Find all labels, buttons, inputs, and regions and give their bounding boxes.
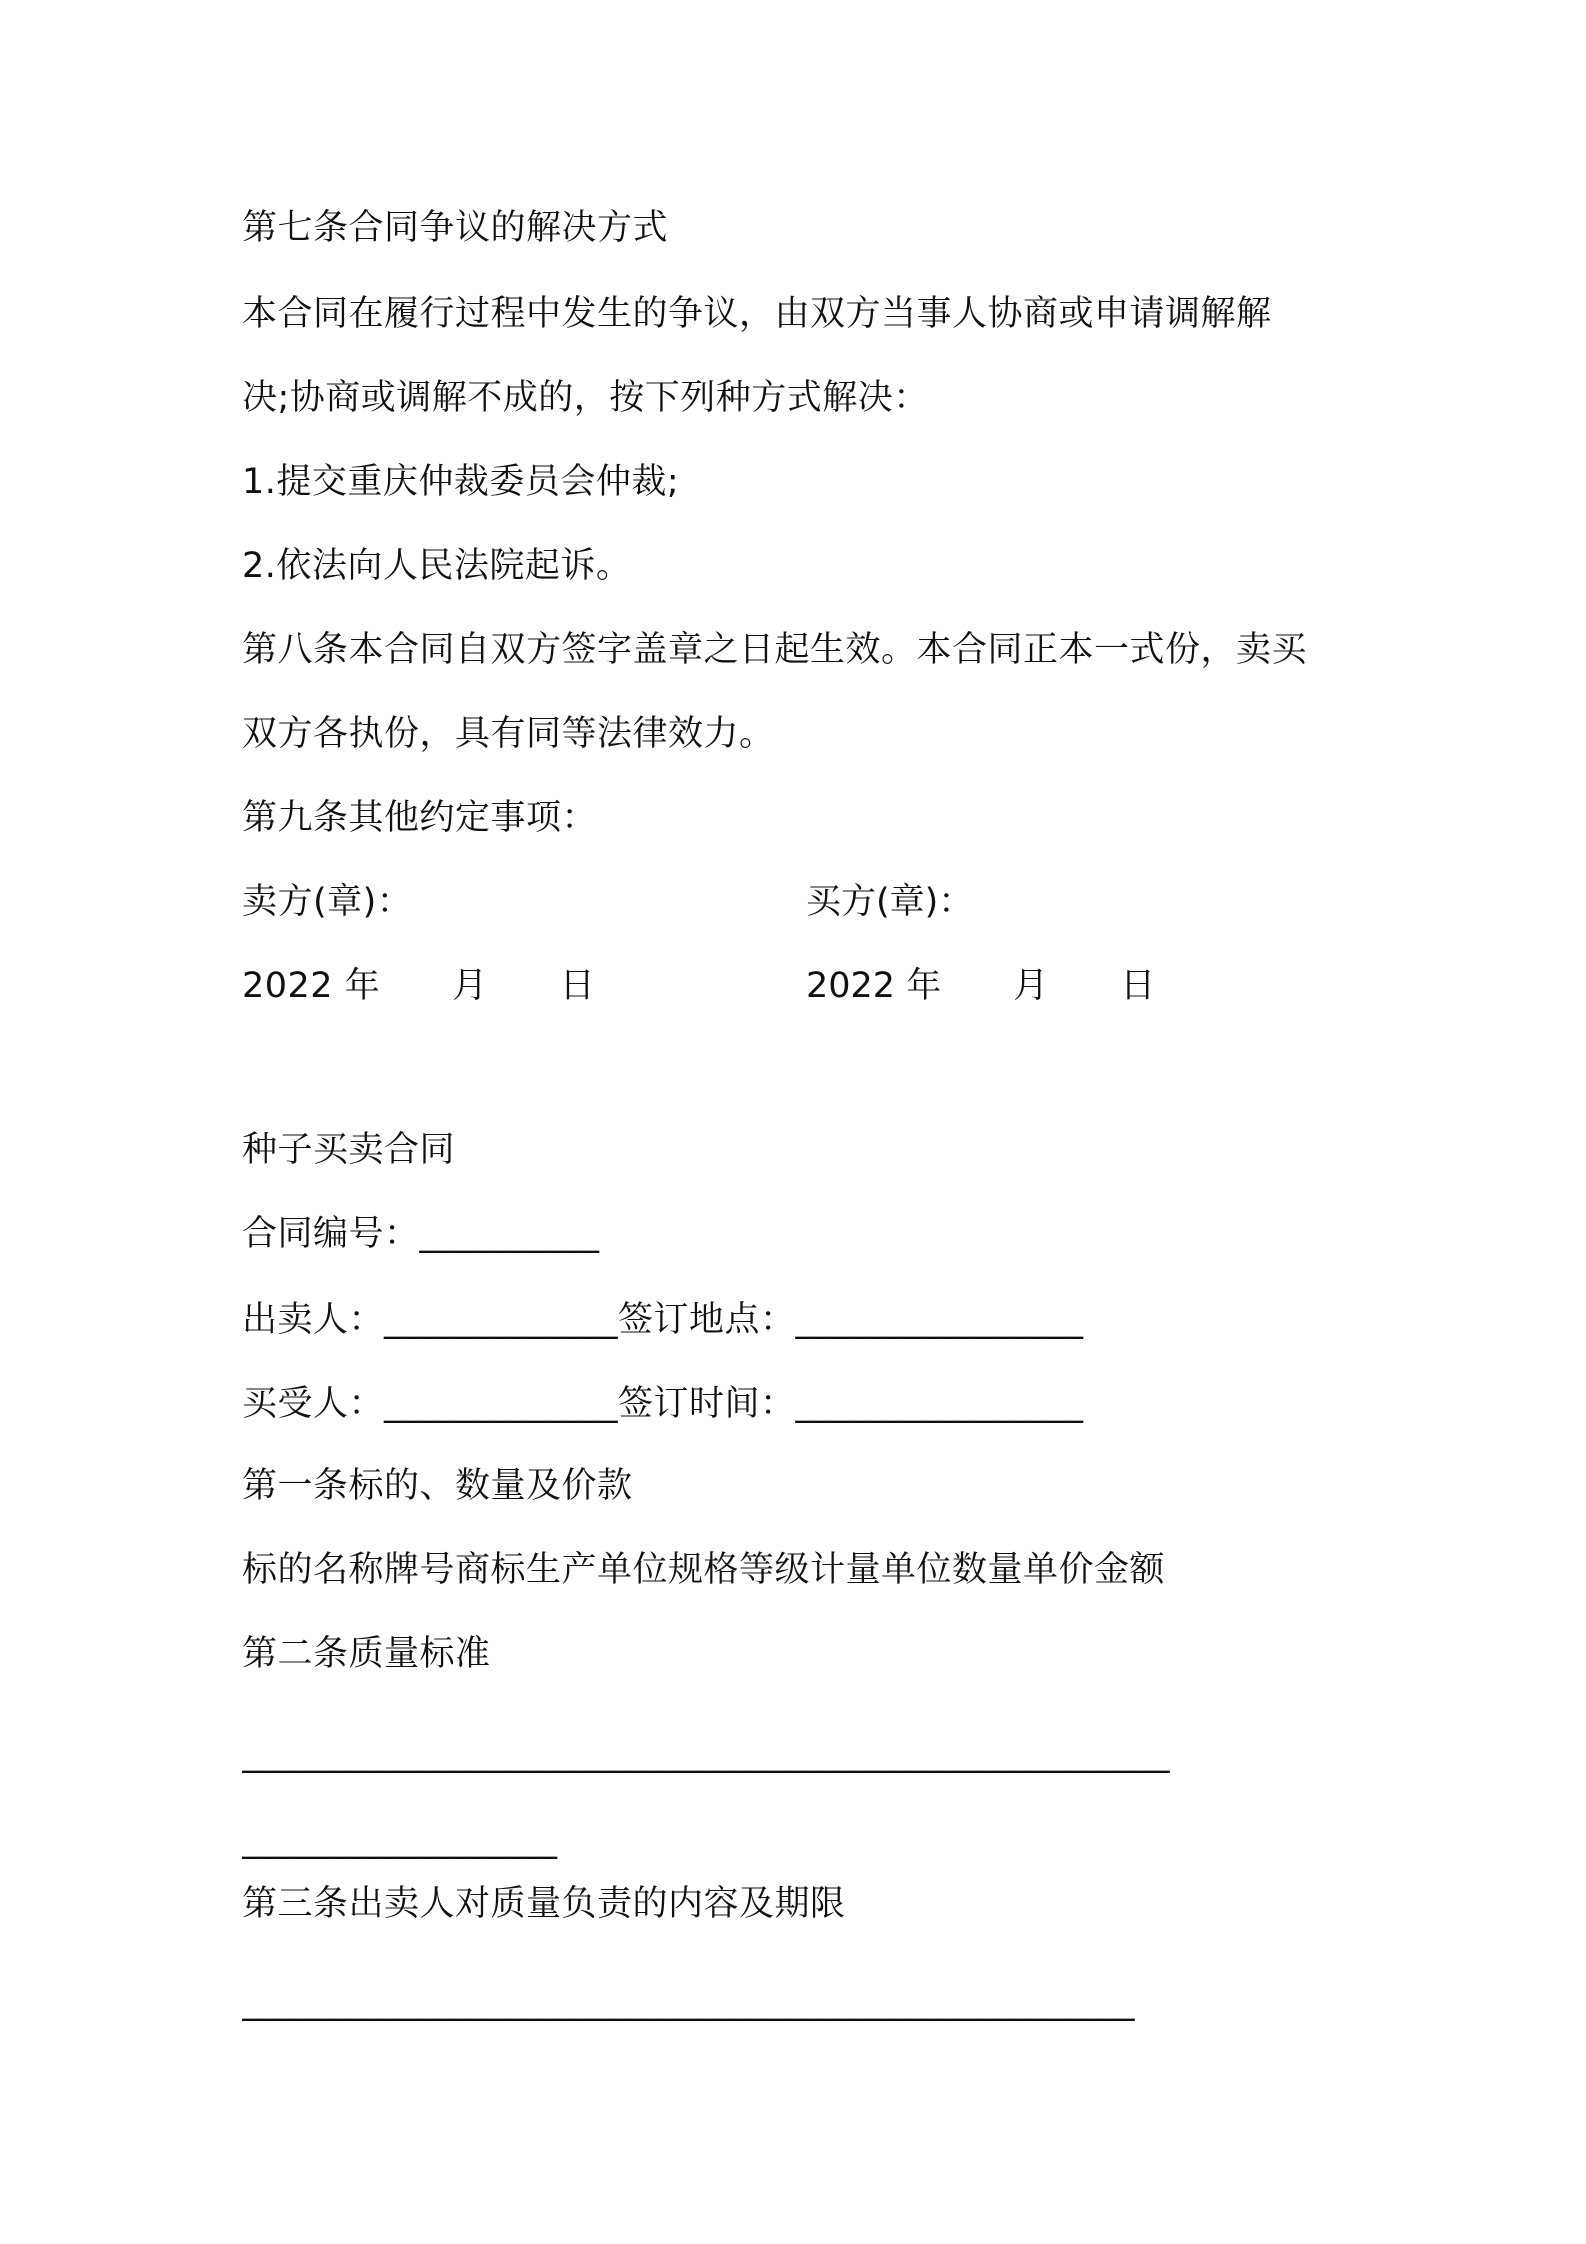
article-8-paragraph-line-2: 双方各执份，具有同等法律效力。 (242, 714, 775, 754)
buyer-date (806, 962, 1155, 1010)
article-2-blank-line-2: __________________ (242, 1820, 557, 1860)
article-2-title: 第二条质量标准 (242, 1634, 491, 1674)
article-1-columns: 标的名称牌号商标生产单位规格等级计量单位数量单价金额 (242, 1550, 1166, 1590)
seller-date-year: 2022 年 (242, 966, 381, 1006)
buyer-and-time-line: 买受人：_____________签订时间：________________ (242, 1384, 1084, 1424)
seller-and-place-line: 出卖人：_____________签订地点：________________ (242, 1300, 1084, 1340)
article-7-title: 第七条合同争议的解决方式 (242, 208, 669, 248)
seller-date (242, 962, 595, 1010)
article-9-title: 第九条其他约定事项： (242, 798, 598, 838)
article-7-paragraph-line-2: 决;协商或调解不成的，按下列种方式解决： (242, 378, 929, 418)
buyer-date-day: 日 (1120, 966, 1156, 1006)
contract-number-line: 合同编号：__________ (242, 1214, 600, 1254)
article-3-title: 第三条出卖人对质量负责的内容及期限 (242, 1884, 846, 1924)
article-3-blank-line-1: ___________________________________________________ (242, 1982, 1135, 2022)
article-2-blank-line-1: _____________________________________________________ (242, 1734, 1170, 1774)
buyer-date-month: 月 (1013, 966, 1049, 1006)
article-7-paragraph-line-1: 本合同在履行过程中发生的争议，由双方当事人协商或申请调解解 (242, 294, 1272, 334)
seller-date-month: 月 (452, 966, 488, 1006)
article-8-paragraph-line-1: 第八条本合同自双方签字盖章之日起生效。本合同正本一式份，卖买 (242, 630, 1308, 670)
buyer-date-year: 2022 年 (806, 966, 942, 1006)
article-7-option-2: 2.依法向人民法院起诉。 (242, 546, 632, 586)
seller-date-day: 日 (559, 966, 596, 1006)
seller-seal-label: 卖方(章)： (242, 882, 413, 922)
contract-title: 种子买卖合同 (242, 1130, 456, 1170)
article-1-title: 第一条标的、数量及价款 (242, 1466, 633, 1506)
article-7-option-1: 1.提交重庆仲裁委员会仲裁; (242, 462, 680, 502)
buyer-seal-label: 买方(章)： (806, 882, 974, 922)
